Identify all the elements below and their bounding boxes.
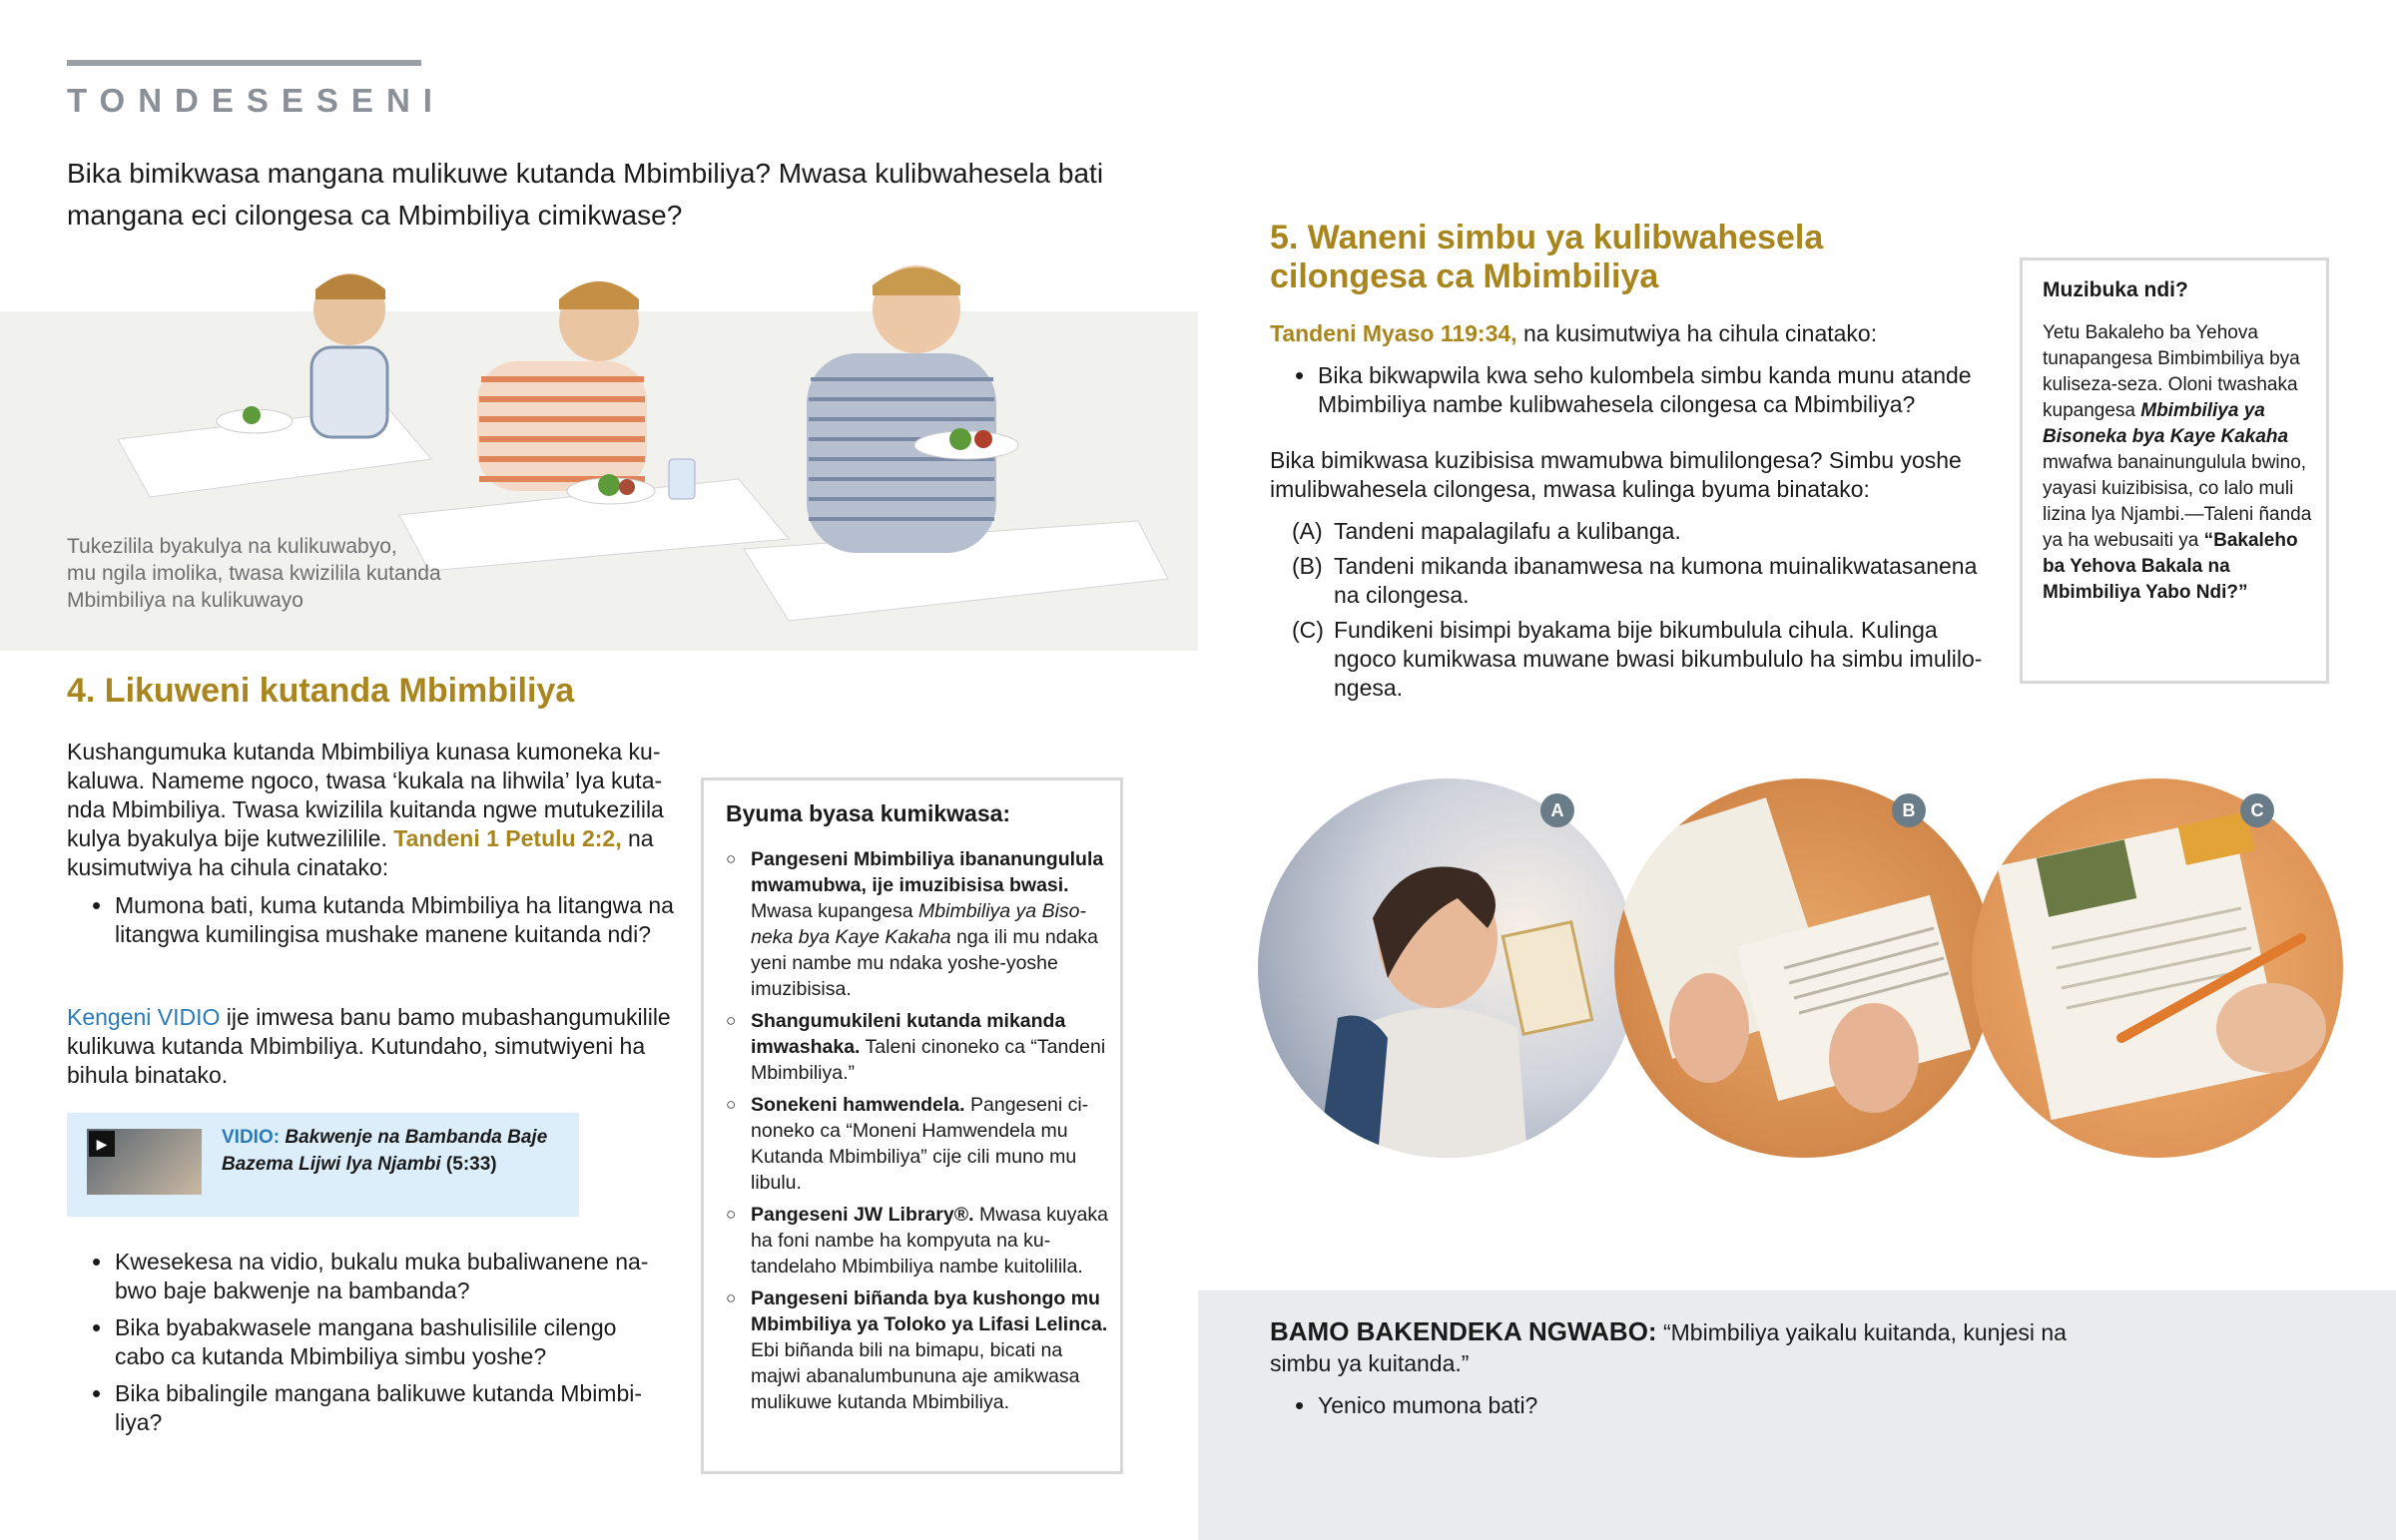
scripture-link[interactable]: Tandeni 1 Petulu 2:2, [393,825,622,851]
header-rule [67,60,421,66]
muzibuka-sidebar [2020,257,2329,684]
scripture-link[interactable]: Tandeni Myaso 119:34, [1270,320,1517,346]
label-a: A [1540,793,1574,827]
illustration-b [1614,778,1994,1158]
illustration-caption: Tukezilila byakulya na kulikuwabyo, mu ngila imolika, twasa kwizilila kutanda Mbimbiliya na kulikuwayo [67,535,441,612]
question-item: • Mumona bati, kuma kutanda Mbimbiliya ha litangwa na litangwa kumilingisa mushake manene kuitanda ndi? [67,891,686,949]
video-card[interactable] [67,1113,579,1217]
intro-question: Bika bimikwasa mangana mulikuwe kutanda Mbimbiliya? Mwasa kulibwahesela bati mangana eci cilongesa ca Mbimbiliya cimikwase? [67,158,1104,231]
label-b: B [1892,793,1926,827]
tip-item: ○ Sonekeni hamwendela. Pangeseni cinoneko ca “Moneni Hamwendela mu Kutanda Mbimbiliya” cije cili muno mu libulu. [726,1092,1110,1196]
section-4-paragraph-1: Kushangumuka kutanda Mbimbiliya kunasa kumoneka kukaluwa. Nameme ngoco, twasa ‘kukala na lihwila’ lya kutanda Mbimbiliya. Twasa kwizilila kuitanda ngwe mutukezilila kulya byakulya bije kutwezililile. Tandeni 1 Petulu 2:2, na kusimutwiya ha cihula cinatako: [67,739,664,880]
section-5-options [1270,517,1999,709]
muzibuka-title: Muzibuka ndi? [2043,278,2188,301]
quote-text: BAMO BAKENDEKA NGWABO: “Mbimbiliya yaikalu kuitanda, kunjesi na simbu ya kuitanda.” [1270,1316,2067,1376]
option-b: (B) Tandeni mikanda ibanamwesa na kumona muinalikwatasanena na cilongesa. [1292,553,1978,608]
question-item: • Bika bibalingile mangana balikuwe kutanda Mbimbiliya? [67,1379,666,1437]
tip-item: ○ Shangumukileni kutanda mikanda imwashaka. Taleni cinoneko ca “Tandeni Mbimbiliya.” [726,1008,1110,1086]
tips-list [726,846,1110,1421]
section-label: TONDESESENI [67,82,445,119]
illustration-a [1258,778,1637,1158]
section-4-question-list [67,891,686,957]
option-c: (C) Fundikeni bisimpi byakama bije bikumbulula cihula. Kulinga ngoco kumikwasa muwane bwasi bikumbululo ha simbu imulilongesa. [1292,617,1983,701]
section-5-paragraph-1: Tandeni Myaso 119:34, na kusimutwiya ha cihula cinatako: [1270,320,1878,346]
tip-item: ○ Pangeseni JW Library®. Mwasa kuyaka ha foni nambe ha kompyuta na kutandelaho Mbimbiliya nambe kuitolilila. [726,1202,1110,1280]
video-title[interactable]: VIDIO: Bakwenje na Bambanda Baje Bazema Lijwi lya Njambi (5:33) [222,1127,548,1175]
question-item: • Yenico mumona bati? [1270,1391,1869,1420]
video-question-list [67,1248,666,1445]
section-4-title: 4. Likuweni kutanda Mbimbiliya [67,672,575,710]
section-5-question-list [1270,361,1989,427]
option-a: (A) Tandeni mapalagilafu a kulibanga. [1292,518,1681,544]
play-icon[interactable]: ▶ [89,1131,115,1157]
section-5-title: 5. Waneni simbu ya kulibwahesela cilongesa ca Mbimbiliya [1270,219,1824,295]
quote-question-list [1270,1391,1869,1428]
question-item: • Bika bikwapwila kwa seho kulombela simbu kanda munu atande Mbimbiliya nambe kulibwahesela cilongesa ca Mbimbiliya? [1270,361,1989,419]
muzibuka-text: Yetu Bakaleho ba Yehova tunapangesa Bimbimbiliya bya kuliseza-seza. Oloni twashaka kupangesa Mbimbiliya ya Bisoneka bya Kaye Kakaha mwafwa banainungulula bwino, yayasi kuizibisisa, co lalo muli lizina lya Njambi.—Taleni ñanda ya ha webusaiti ya “Bakaleho ba Yehova Bakala na Mbimbiliya Yabo Ndi?” [2043,322,2312,603]
illustration-c [1972,778,2343,1158]
video-thumbnail[interactable] [87,1129,202,1195]
tips-sidebar [701,777,1123,1474]
video-link[interactable]: Kengeni VIDIO [67,1004,221,1030]
tips-title: Byuma byasa kumikwasa: [726,800,1011,826]
boy-1-shirt [311,347,387,437]
tip-item: ○ Pangeseni biñanda bya kushongo mu Mbimbiliya ya Toloko ya Lifasi Lelinca. Ebi biñanda bili na bimapu, bicati na majwi abanalumbununa aje amikwasa mulikuwe kutanda Mbimbiliya. [726,1285,1110,1415]
tip-item: ○ Pangeseni Mbimbiliya ibananungulula mwamubwa, ije imuzibisisa bwasi. Mwasa kupangesa Mbimbiliya ya Bisoneka bya Kaye Kakaha nga ili mu ndaka yeni nambe mu ndaka yoshe-yoshe imuzibisisa. [726,846,1110,1002]
question-item: • Kwesekesa na vidio, bukalu muka bubaliwanene nabwo baje bakwenje na bambanda? [67,1248,666,1305]
section-4-paragraph-2: Kengeni VIDIO ije imwesa banu bamo mubashangumukilile kulikuwa kutanda Mbimbiliya. Kutundaho, simutwiyeni ha bihula binatako. [67,1004,671,1088]
question-item: • Bika byabakwasele mangana bashulisilile cilengo cabo ca kutanda Mbimbiliya simbu yoshe? [67,1313,666,1371]
section-5-paragraph-2: Bika bimikwasa kuzibisisa mwamubwa bimulilongesa? Simbu yoshe imulibwahesela cilongesa, mwasa kulinga byuma binatako: [1270,447,1962,502]
label-c: C [2240,793,2274,827]
